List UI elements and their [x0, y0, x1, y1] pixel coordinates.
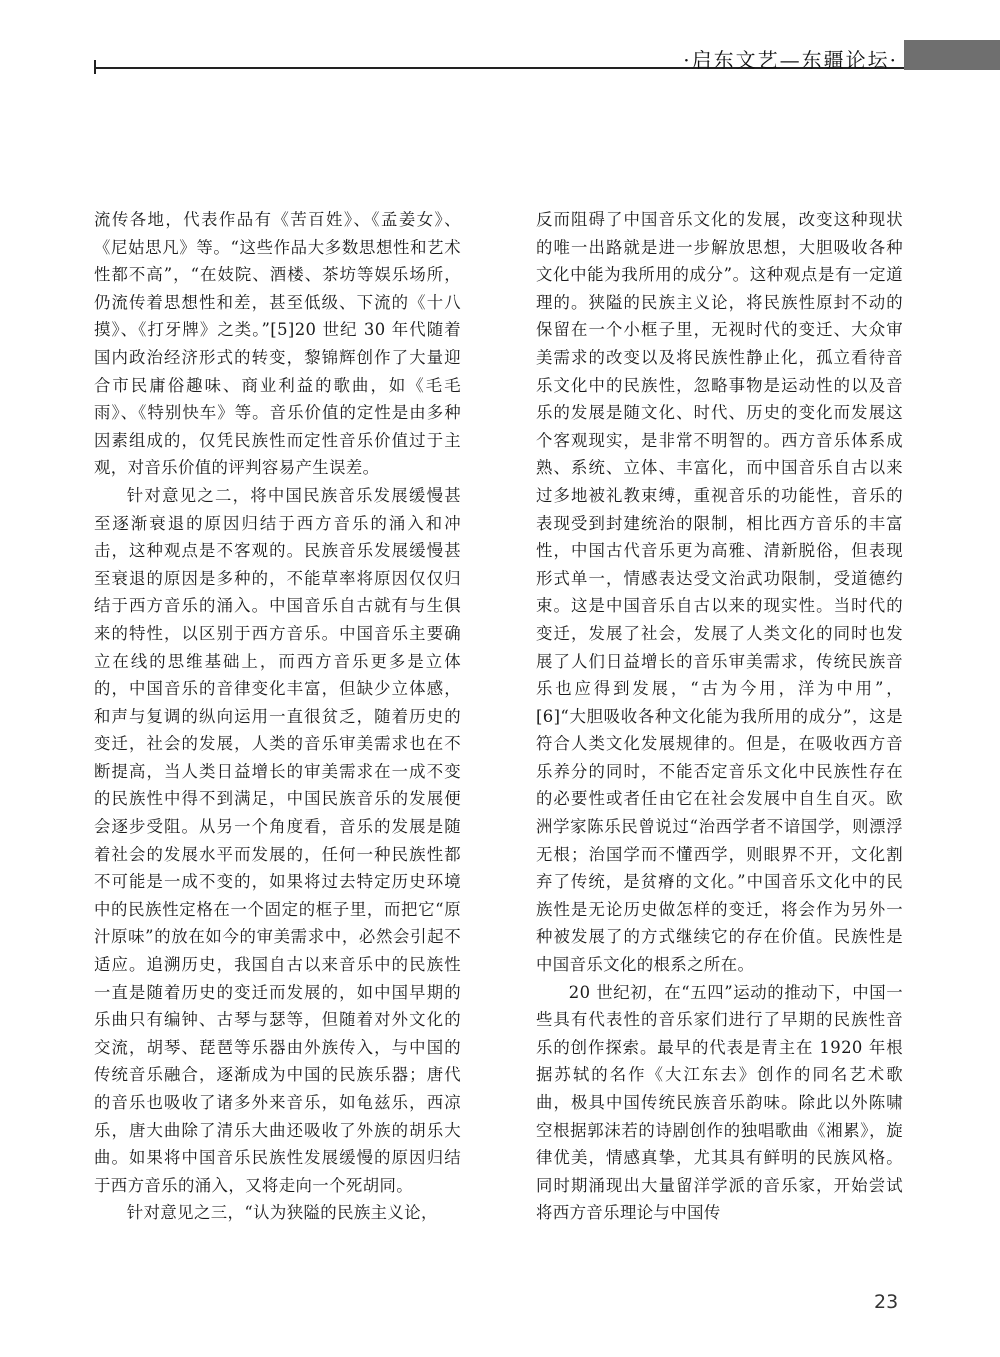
right-text-column	[536, 206, 903, 1227]
header-gray-bar	[904, 40, 1000, 70]
paragraph: 20 世纪初，在“五四”运动的推动下，中国一些具有代表性的音乐家们进行了早期的民族性音乐的创作探索。最早的代表是青主在 1920 年根据苏轼的名作《大江东去》创作的同名艺术歌曲，极具中国传统民族音乐韵味。除此以外陈啸空根据郭沫若的诗剧创作的独唱歌曲《湘累》，旋律优美，情感真挚，尤其具有鲜明的民族风格。同时期涌现出大量留洋学派的音乐家，开始尝试将西方音乐理论与中国传	[536, 982, 903, 1223]
paragraph: 针对意见之二，将中国民族音乐发展缓慢甚至逐渐衰退的原因归结于西方音乐的涌入和冲击，这种观点是不客观的。民族音乐发展缓慢甚至衰退的原因是多种的，不能草率将原因仅仅归结于西方音乐的涌入。中国音乐自古就有与生俱来的特性，以区别于西方音乐。中国音乐主要确立在线的思维基础上，而西方音乐更多是立体的，中国音乐的音律变化丰富，但缺少立体感，和声与复调的纵向运用一直很贫乏，随着历史的变迁，社会的发展，人类的音乐审美需求也在不断提高，当人类日益增长的审美需求在一成不变的民族性中得不到满足，中国民族音乐的发展便会逐步受阻。从另一个角度看，音乐的发展是随着社会的发展水平而发展的，任何一种民族性都不可能是一成不变的，如果将过去特定历史环境中的民族性定格在一个固定的框子里，而把它“原汁原味”的放在如今的审美需求中，必然会引起不适应。追溯历史，我国自古以来音乐中的民族性一直是随着历史的变迁而发展的，如中国早期的乐曲只有编钟、古琴与瑟等，但随着对外文化的交流，胡琴、琵琶等乐器由外族传入，与中国的传统音乐融合，逐渐成为中国的民族乐器；唐代的音乐也吸收了诸多外来音乐，如龟兹乐，西凉乐，唐大曲除了清乐大曲还吸收了外族的胡乐大曲。如果将中国音乐民族性发展缓慢的原因归结于西方音乐的涌入，又将走向一个死胡同。	[94, 485, 461, 1195]
paragraph: 反而阻碍了中国音乐文化的发展，改变这种现状的唯一出路就是进一步解放思想，大胆吸收各种文化中能为我所用的成分”。这种观点是有一定道理的。狭隘的民族主义论，将民族性原封不动的保留在一个小框子里，无视时代的变迁、大众审美需求的改变以及将民族性静止化，孤立看待音乐文化中的民族性，忽略事物是运动性的以及音乐的发展是随文化、时代、历史的变化而发展这个客观现实，是非常不明智的。西方音乐体系成熟、系统、立体、丰富化，而中国音乐自古以来过多地被礼教束缚，重视音乐的功能性，音乐的表现受到封建统治的限制，相比西方音乐的丰富性，中国古代音乐更为高雅、清新脱俗，但表现形式单一，情感表达受文治武功限制，受道德约束。这是中国音乐自古以来的现实性。当时代的变迁，发展了社会，发展了人类文化的同时也发展了人们日益增长的音乐审美需求，传统民族音乐也应得到发展，“古为今用，洋为中用”，[6]“大胆吸收各种文化能为我所用的成分”，这是符合人类文化发展规律的。但是，在吸收西方音乐养分的同时，不能否定音乐文化中民族性存在的必要性或者任由它在社会发展中自生自灭。欧洲学家陈乐民曾说过“治西学者不谙国学，则漂浮无根；治国学而不懂西学，则眼界不开，文化割弃了传统，是贫瘠的文化。”中国音乐文化中的民族性是无论历史做怎样的变迁，将会作为另外一种被发展了的方式继续它的存在价值。民族性是中国音乐文化的根系之所在。	[536, 210, 903, 975]
running-header-title: ·启东文艺—东疆论坛·	[683, 48, 898, 72]
paragraph: 流传各地，代表作品有《苦百姓》、《孟姜女》、《尼姑思凡》等。“这些作品大多数思想性和艺术性都不高”，“在妓院、酒楼、茶坊等娱乐场所，仍流传着思想性和差，甚至低级、下流的《十八摸》、《打牙牌》之类。”[5]20 世纪 30 年代随着国内政治经济形式的转变，黎锦辉创作了大量迎合市民庸俗趣味、商业利益的歌曲，如《毛毛雨》、《特别快车》等。音乐价值的定性是由多种因素组成的，仅凭民族性而定性音乐价值过于主观，对音乐价值的评判容易产生误差。	[94, 210, 461, 478]
paragraph: 针对意见之三，“认为狭隘的民族主义论，	[126, 1203, 438, 1223]
left-text-column	[94, 206, 461, 1227]
page-number: 23	[874, 1291, 899, 1313]
